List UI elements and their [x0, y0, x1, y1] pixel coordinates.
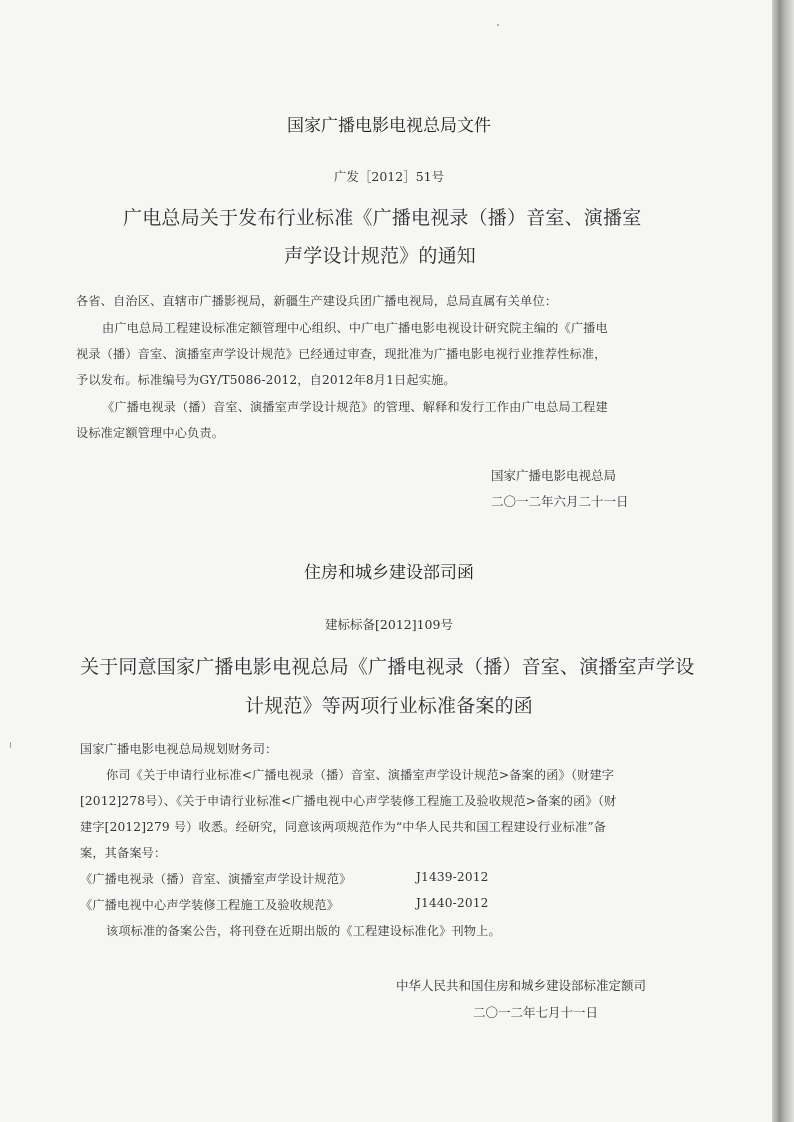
doc1-body-line: 予以发布。标准编号为GY/T5086-2012，自2012年8月1日起实施。	[76, 373, 456, 387]
doc1-heading: 国家广播电影电视总局文件	[287, 116, 491, 136]
doc2-record-code: J1440-2012	[416, 896, 489, 910]
scan-speck	[10, 742, 11, 748]
doc2-closing: 该项标准的备案公告，将刊登在近期出版的《工程建设标准化》刊物上。	[106, 924, 501, 938]
doc2-signature-date: 二〇一二年七月十一日	[473, 1005, 599, 1020]
doc1-body-line: 视录（播）音室、演播室声学设计规范》已经通过审查，现批准为广播电影电视行业推荐性标准，	[76, 347, 607, 361]
scan-speck	[497, 24, 499, 26]
doc2-body-line: [2012]278号）、《关于申请行业标准<广播电视中心声学装修工程施工及验收规范>备案的函》（财	[80, 794, 617, 808]
doc1-number: 广发［2012］51号	[333, 169, 445, 184]
doc2-body-line: 建字[2012]279 号）收悉。经研究，同意该两项规范作为“中华人民共和国工程建设行业标准”备	[80, 820, 607, 834]
doc2-title-line1: 关于同意国家广播电影电视总局《广播电视录（播）音室、演播室声学设	[80, 656, 695, 678]
doc2-body-line: 你司《关于申请行业标准<广播电视录（播）音室、演播室声学设计规范>备案的函》（财建字	[106, 768, 615, 782]
doc1-title-line2: 声学设计规范》的通知	[284, 245, 477, 267]
doc2-body-line: 案，其备案号：	[80, 846, 167, 860]
doc1-title-line1: 广电总局关于发布行业标准《广播电视录（播）音室、演播室	[123, 207, 642, 229]
doc1-body-line: 由广电总局工程建设标准定额管理中心组织、中广电广播电影电视设计研究院主编的《广播电	[102, 321, 608, 335]
doc2-addressee: 国家广播电影电视总局规划财务司：	[80, 742, 278, 756]
doc1-signature-org: 国家广播电影电视总局	[491, 468, 617, 483]
doc2-number: 建标标备[2012]109号	[325, 617, 453, 632]
doc2-heading: 住房和城乡建设部司函	[304, 563, 474, 583]
doc2-signature-org: 中华人民共和国住房和城乡建设部标准定额司	[396, 978, 647, 993]
doc1-body-line: 设标准定额管理中心负责。	[76, 426, 225, 440]
doc1-body-line: 《广播电视录（播）音室、演播室声学设计规范》的管理、解释和发行工作由广电总局工程建	[102, 400, 608, 414]
doc2-record-name: 《广播电视录（播）音室、演播室声学设计规范》	[80, 872, 352, 886]
doc1-signature-date: 二〇一二年六月二十一日	[491, 494, 629, 509]
doc2-record-code: J1439-2012	[416, 870, 489, 884]
doc1-addressee: 各省、自治区、直辖市广播影视局，新疆生产建设兵团广播电视局，总局直属有关单位：	[76, 294, 558, 308]
doc2-title-line2: 计规范》等两项行业标准备案的函	[245, 695, 534, 717]
doc2-record-name: 《广播电视中心声学装修工程施工及验收规范》	[80, 898, 340, 912]
